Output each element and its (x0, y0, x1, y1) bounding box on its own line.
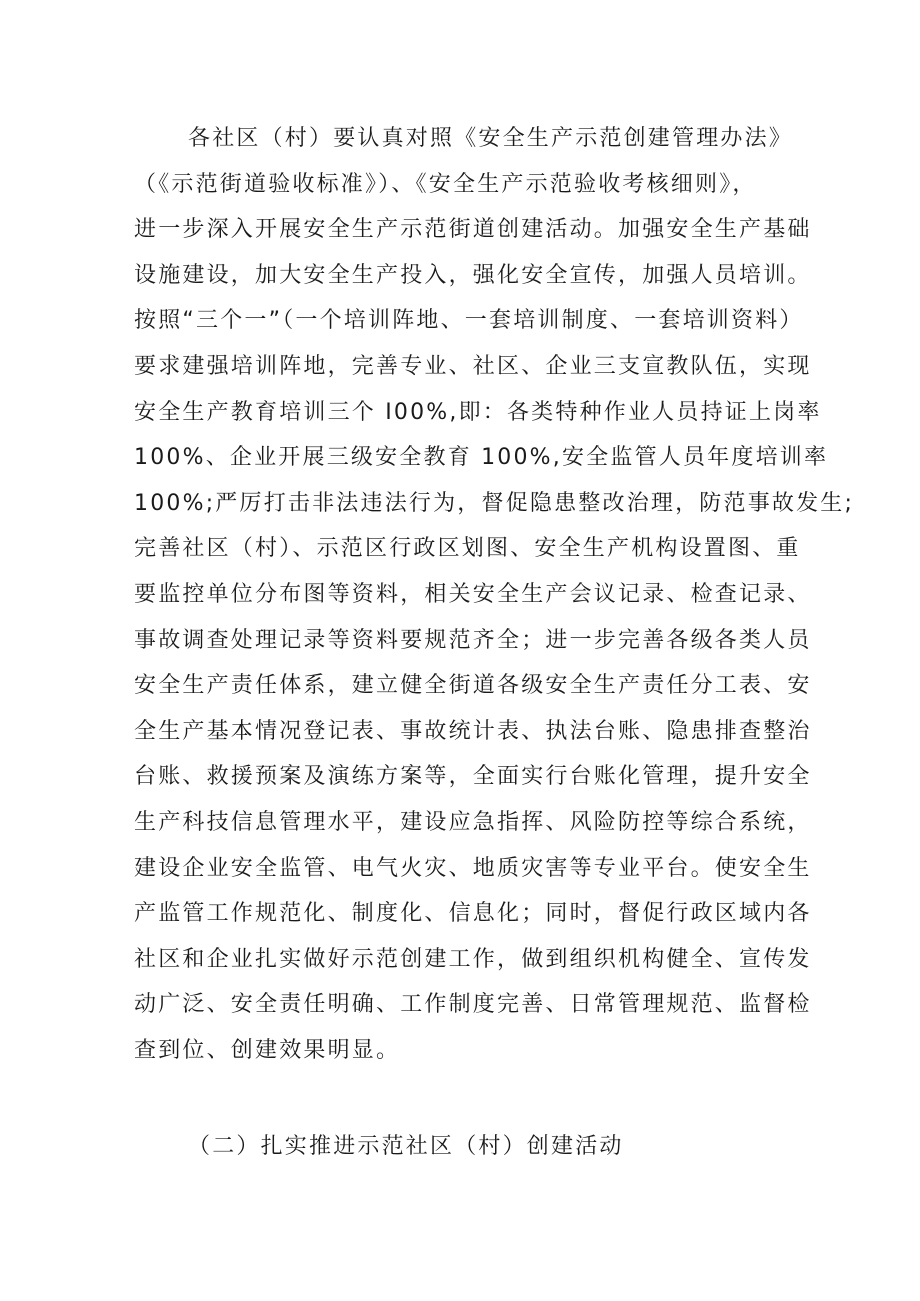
paragraph-line: 动广泛、安全责任明确、工作制度完善、日常管理规范、监督检 (134, 992, 812, 1018)
paragraph-line: 设施建设，加大安全生产投入，强化安全宣传，加强人员培训。 (134, 262, 812, 288)
paragraph-line: 生产科技信息管理水平，建设应急指挥、风险防控等综合系统， (134, 809, 812, 835)
paragraph-line: 查到位、创建效果明显。 (134, 1037, 401, 1063)
paragraph-line: 社区和企业扎实做好示范创建工作，做到组织机构健全、宣传发 (134, 946, 812, 972)
paragraph-line: 进一步深入开展安全生产示范街道创建活动。加强安全生产基础 (134, 217, 812, 243)
paragraph-line: 100%、企业开展三级安全教育 100%,安全监管人员年度培训率 (134, 445, 829, 471)
paragraph-line: 事故调查处理记录等资料要规范齐全；进一步完善各级各类人员 (134, 627, 812, 653)
paragraph-line: 要监控单位分布图等资料，相关安全生产会议记录、检查记录、 (134, 581, 812, 607)
paragraph-line: 建设企业安全监管、电气火灾、地质灾害等专业平台。使安全生 (134, 855, 812, 881)
body-paragraph (134, 116, 855, 1073)
paragraph-line: 要求建强培训阵地，完善专业、社区、企业三支宣教队伍，实现 (134, 353, 812, 379)
paragraph-line: （《示范街道验收标准》）、《安全生产示范验收考核细则》， (134, 171, 757, 197)
paragraph-line: 100%;严厉打击非法违法行为，督促隐患整改治理，防范事故发生; (134, 490, 855, 516)
section-heading: （二）扎实推进示范社区（村）创建活动 (188, 1134, 624, 1159)
paragraph-line: 安全生产教育培训三个 I00%,即：各类特种作业人员持证上岗率 (134, 399, 822, 425)
paragraph-line: 完善社区（村）、示范区行政区划图、安全生产机构设置图、重 (134, 536, 801, 562)
paragraph-line: 全生产基本情况登记表、事故统计表、执法台账、隐患排查整治 (134, 718, 812, 744)
paragraph-line: 各社区（村）要认真对照《安全生产示范创建管理办法》 (188, 126, 794, 151)
paragraph-line: 台账、救援预案及演练方案等，全面实行台账化管理，提升安全 (134, 764, 812, 790)
paragraph-line: 安全生产责任体系，建立健全街道各级安全生产责任分工表、安 (134, 673, 812, 699)
paragraph-line: 按照“三个一”（一个培训阵地、一套培训制度、一套培训资料） (134, 308, 804, 334)
paragraph-line: 产监管工作规范化、制度化、信息化；同时，督促行政区域内各 (134, 901, 812, 927)
